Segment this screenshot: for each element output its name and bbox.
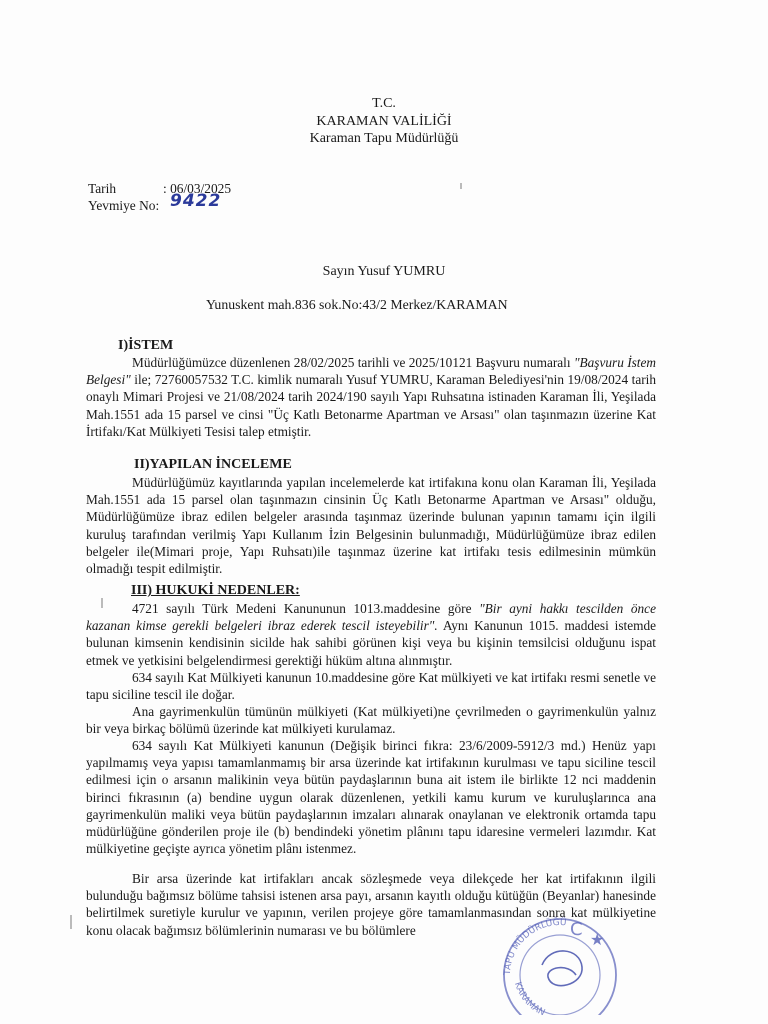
header-tc: T.C. bbox=[372, 96, 396, 111]
yevmiye-label: Yevmiye No: bbox=[88, 198, 160, 213]
date-value: : 06/03/2025 bbox=[163, 181, 232, 196]
section-3-paragraph-3: Ana gayrimenkulün tümünün mülkiyeti (Kat mülkiyeti)ne çevrilmeden o gayrimenkulün yalnız bir veya birkaç bölümü üzerinde kat mülkiyeti kurulamaz. bbox=[86, 704, 656, 737]
date-label: Tarih bbox=[88, 181, 117, 196]
svg-text:C: C bbox=[570, 919, 583, 940]
section-3-paragraph-1: 4721 sayılı Türk Medeni Kanununun 1013.maddesine göre "Bir ayni hakkı tescilden önce kazanan kimse gerekli belgeleri ibraz ederek tescil isteyebilir". Aynı Kanunun 1015. maddesi istemde bulunan kimsenin kendisinin sicilde hak sahibi görünen kişi veya bu kişinin temsilcisi olduğunu ispat etmek ve yetkisini belgelendirmesi gerektiği hüküm altına alınmıştır. bbox=[86, 601, 656, 668]
header-directorate: Karaman Tapu Müdürlüğü bbox=[309, 131, 459, 146]
section-1-title: I)İSTEM bbox=[118, 338, 174, 353]
stamp-text-top: TAPU MÜDÜRLÜĞÜ bbox=[502, 917, 567, 976]
header-governorship: KARAMAN VALİLİĞİ bbox=[316, 114, 452, 129]
recipient-name: Sayın Yusuf YUMRU bbox=[322, 264, 446, 279]
scan-speck bbox=[101, 598, 103, 608]
stamp-text-bottom: KARAMAN bbox=[512, 980, 547, 1015]
section-1-paragraph: Müdürlüğümüzce düzenlenen 28/02/2025 tarihli ve 2025/10121 Başvuru numaralı "Başvuru İstem Belgesi" ile; 72760057532 T.C. kimlik numaralı Yusuf YUMRU, Karaman Belediyesi'nin 19/08/2024 tarih onaylı Mimari Projesi ve 21/08/2024 tarih 2024/190 sayılı Yapı Ruhsatına istinaden Karaman İli, Yeşilada Mah.1551 ada 15 parsel ve cinsi "Üç Katlı Betonarme Apartman ve Arsası" olan taşınmazın üzerine Kat İrtifakı/Kat Mülkiyeti Tesisi talep etmiştir. bbox=[86, 355, 656, 439]
section-2-paragraph: Müdürlüğümüz kayıtlarında yapılan incelemelerde kat irtifakına konu olan Karaman İli, Yeşilada Mah.1551 ada 15 parsel olan taşınmazın cinsinin Üç Katlı Betonarme Apartman ve Arsası" olduğu, Müdürlüğümüze ibraz edilen belgeler arasında taşınmaz üzerinde bulunan yapının tamamı için ilgili kuruluş tarafından verilmiş Yapı Kullanım İzin Belgesinin bulunmadığı, Müdürlüğümüze ibraz edilen belgeler ile(Mimari proje, Yapı Ruhsatı)ile taşınmaz üzerine kat irtifakı tesis edilmesinin mümkün olmadığı tespit edilmiştir. bbox=[86, 475, 656, 577]
section-3-title: III) HUKUKİ NEDENLER: bbox=[131, 583, 300, 598]
section-3-paragraph-2: 634 sayılı Kat Mülkiyeti kanunun 10.maddesine göre Kat mülkiyeti ve kat irtifakı resmi senetle ve tapu siciline tescil ile doğar. bbox=[86, 670, 656, 703]
section-2-title: II)YAPILAN İNCELEME bbox=[134, 457, 292, 472]
yevmiye-handwritten-number: 9422 bbox=[170, 191, 222, 211]
section-3-paragraph-4: 634 sayılı Kat Mülkiyeti kanunun (Değişik birinci fıkra: 23/6/2009-5912/3 md.) Henüz yapı yapılmamış veya yapısı tamamlanmamış bir arsa üzerinde kat irtifakının kurulması ve tapu siciline tescil edilmesi için o arsanın malikinin veya bütün paydaşlarının buna ait istem ile birlikte 12 nci maddenin birinci fıkrasının (a) bendine uygun olarak düzenlenen, yetkili kamu kurum ve kuruluşlarınca ana gayrimenkulün maliki veya bütün paydaşlarının imzaları alınarak onaylanan ve elektronik ortamda tapu müdürlüğüne gönderilen proje ile (b) bendindeki yönetim plânını tapu idaresine vermeleri lazımdır. Kat mülkiyetine geçişte ayrıca yönetim plânı istenmez. bbox=[86, 738, 656, 857]
section-3-paragraph-5: Bir arsa üzerinde kat irtifakları ancak sözleşmede veya dilekçede her kat irtifakının ilgili bulunduğu bağımsız bölüme tahsisi istenen arsa payı, arsanın kayıtlı olduğu kütüğün (Beyanlar) hanesinde belirtilmek suretiyle kurulur ve yapının, verilen projeye göre tamamlanmasından sonra kat mülkiyetine konu olacak bağımsız bölümlerinin numarası ve bu bölümlere bbox=[86, 871, 656, 938]
scan-speck bbox=[70, 915, 72, 929]
official-seal-stamp bbox=[490, 905, 630, 1015]
recipient-address: Yunuskent mah.836 sok.No:43/2 Merkez/KARAMAN bbox=[206, 297, 508, 312]
scan-speck bbox=[460, 183, 462, 189]
svg-text:★: ★ bbox=[590, 930, 605, 949]
